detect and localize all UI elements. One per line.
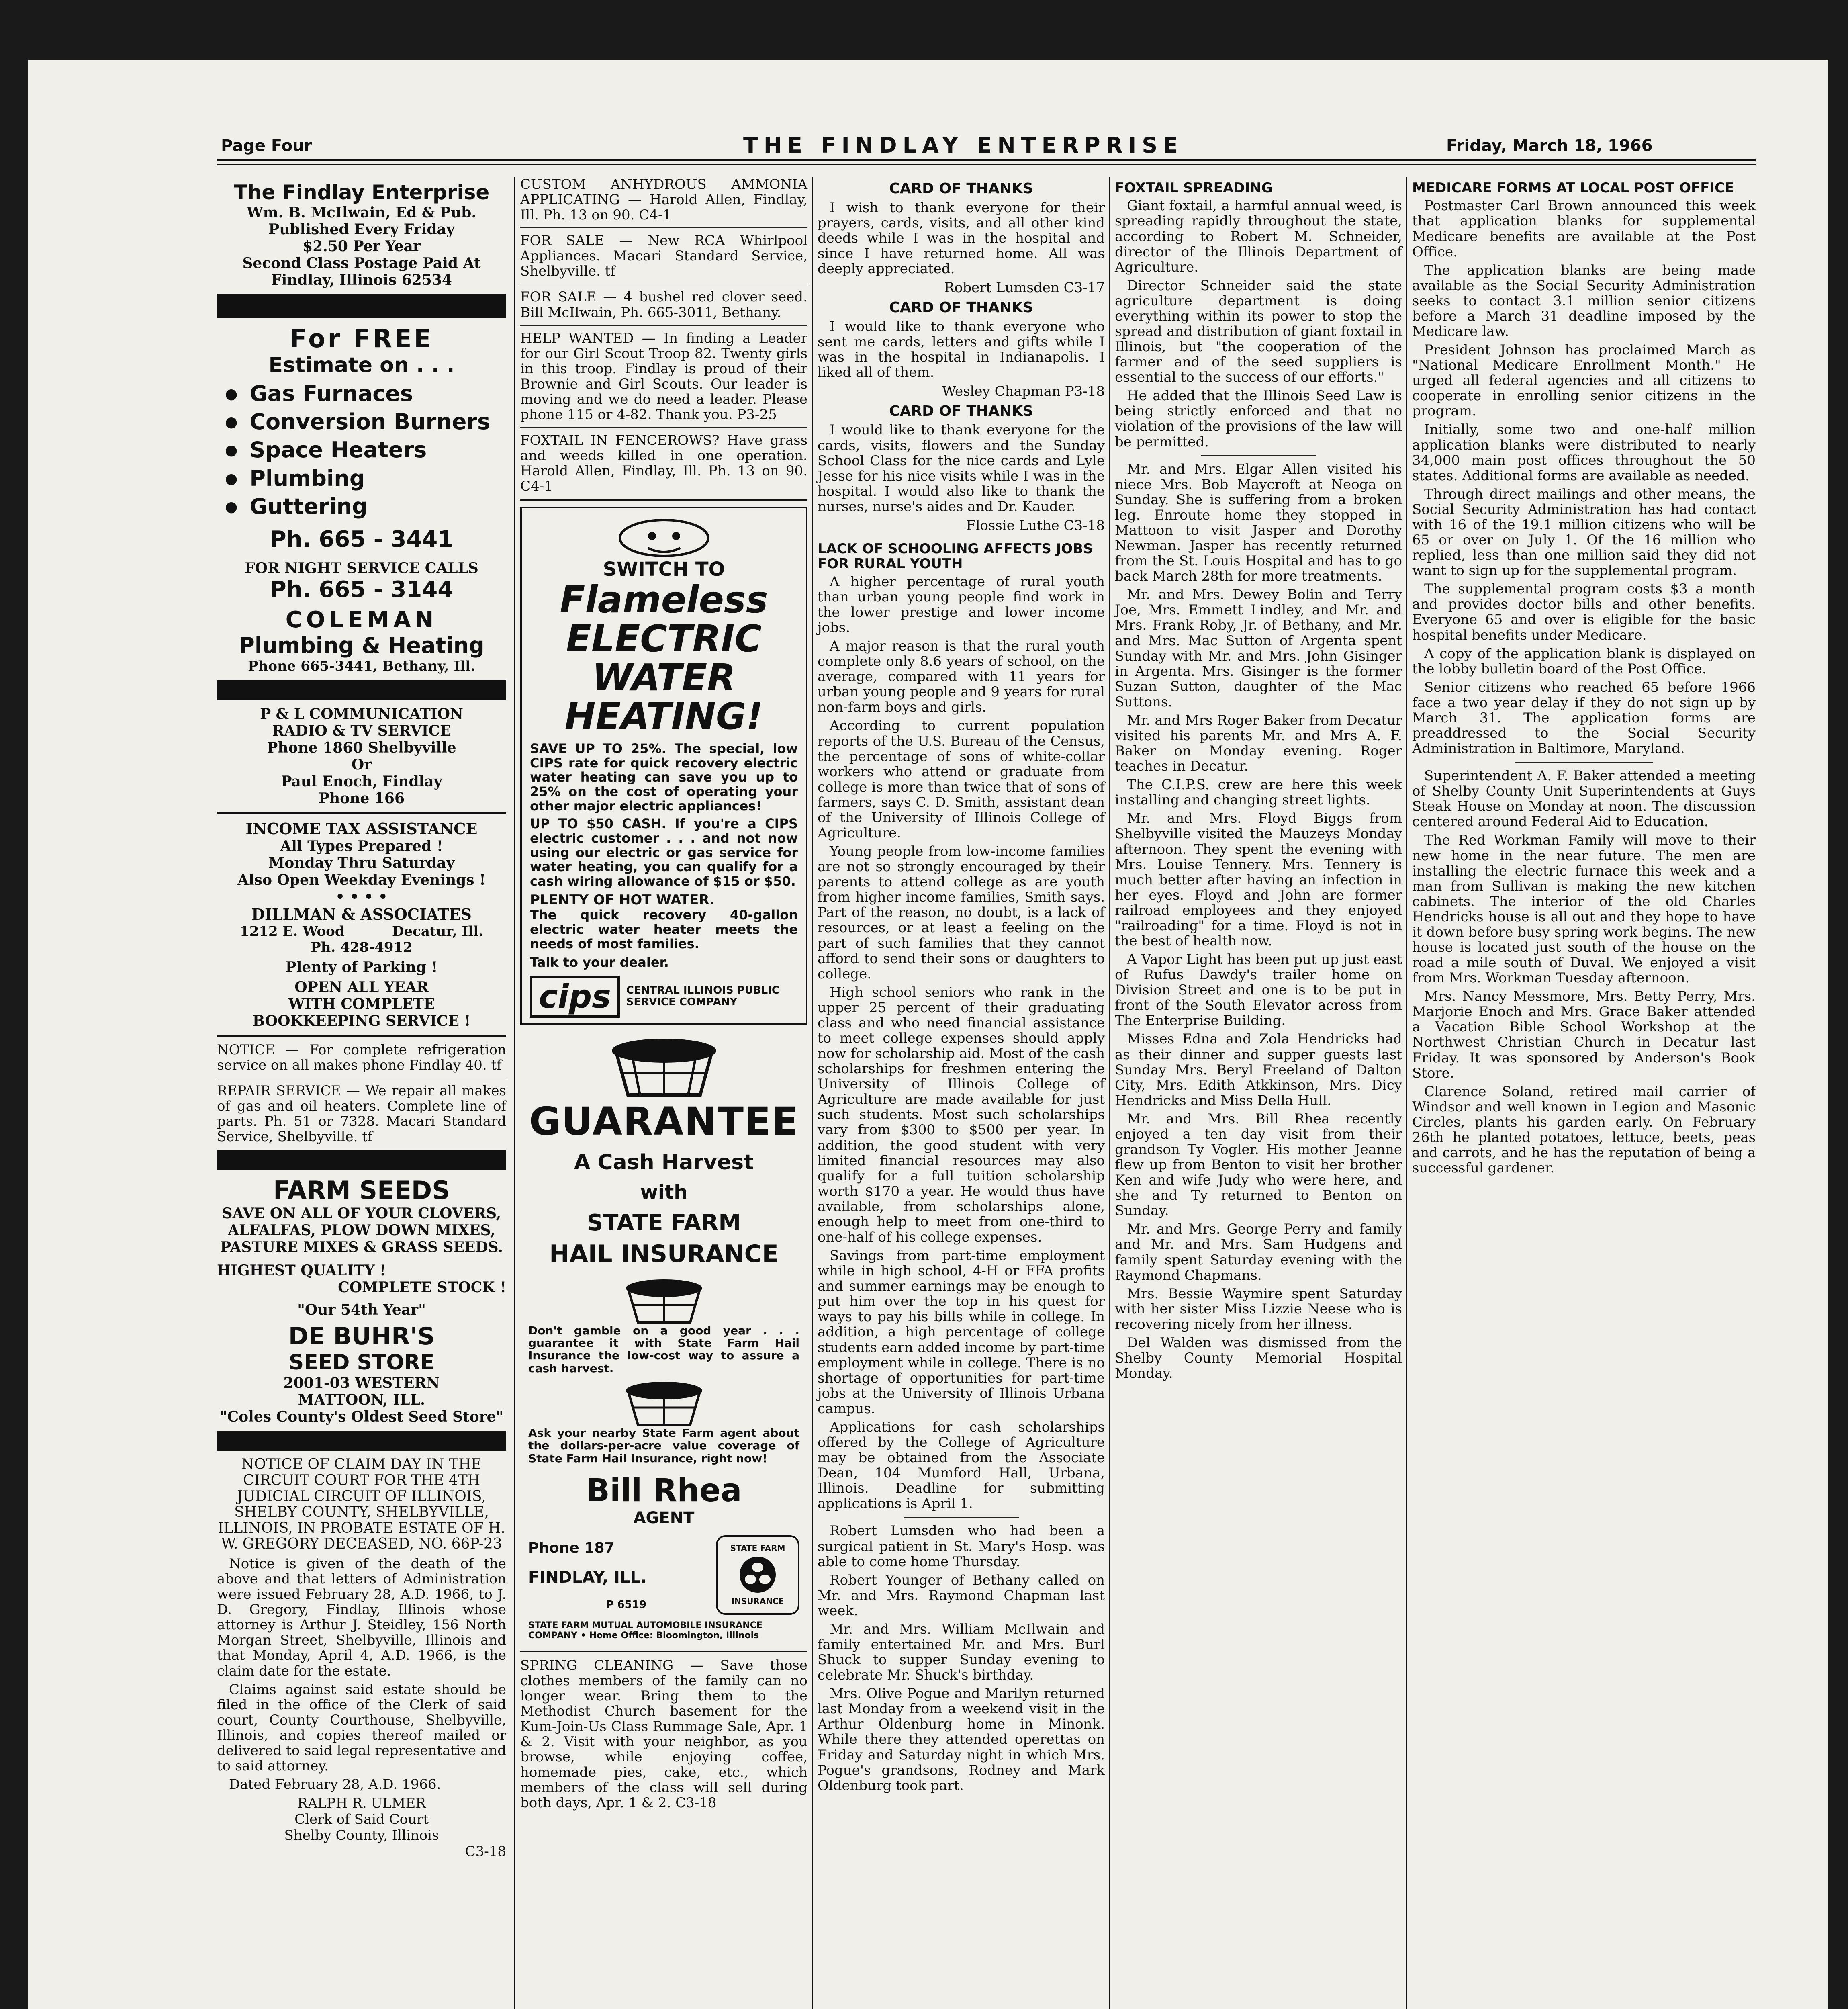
local-item: Mrs. Bessie Waymire spent Saturday with her sister Miss Lizzie Neese who is recovering nicely from her illness. (1115, 1285, 1402, 1332)
sf-contact-text (528, 1540, 646, 1611)
ad-bar (217, 294, 506, 318)
page-number: Page Four (221, 137, 312, 155)
sf-line: with (640, 1180, 688, 1203)
newspaper-page (28, 60, 1828, 2009)
card-signature: Robert Lumsden C3-17 (944, 279, 1105, 296)
sf-copy: Ask your nearby State Farm agent about the dollars-per-acre value coverage of State Farm Hail Insurance, right now! (528, 1426, 799, 1465)
pl-line: P & L COMMUNICATION (260, 705, 463, 722)
divider (520, 325, 807, 326)
cips-copy: Talk to your dealer. (530, 954, 669, 970)
grain-basket-icon (620, 1276, 708, 1324)
mascot-icon (608, 514, 720, 558)
seeds-line: MATTOON, ILL. (298, 1391, 425, 1409)
tax-line: Monday Thru Saturday (268, 854, 455, 872)
claim-paragraph: Claims against said estate should be filed in the office of the Clerk of said court, County Courthouse, Shelbyville, Illinois, and copies thereof mailed or delivered to said legal representative and to said attorney. (217, 1681, 506, 1774)
notice-ad: NOTICE — For complete refrigeration service on all makes phone Findlay 40. tf (217, 1041, 506, 1074)
service-item: ● Conversion Burners (225, 408, 506, 436)
cips-line: HEATING! (564, 695, 763, 738)
night-service: FOR NIGHT SERVICE CALLS (245, 559, 478, 577)
divider (217, 1035, 506, 1037)
article-headline: LACK OF SCHOOLING AFFECTS JOBS FOR RURAL YOUTH (818, 540, 1093, 572)
column-4 (1115, 177, 1402, 1384)
three-ovals-icon (734, 1555, 782, 1595)
claim-code: C3-18 (465, 1843, 506, 1860)
article-headline: FOXTAIL SPREADING (1115, 180, 1273, 196)
masthead-title: THE FINDLAY ENTERPRISE (743, 133, 1184, 158)
seeds-line: HIGHEST QUALITY ! (217, 1262, 386, 1279)
masthead-date: Friday, March 18, 1966 (1446, 137, 1653, 155)
cips-copy: The quick recovery 40-gallon electric water heater meets the needs of most families. (530, 907, 798, 951)
ad-bar (217, 1431, 506, 1451)
article-paragraph: Applications for cash scholarships offered by the College of Agriculture may be obtained from the Associate Dean, 104 Mumford Hall, Urbana, Illinois. Deadline for submitting applications is April 1. (818, 1419, 1105, 1512)
column-5 (1412, 177, 1756, 1179)
publisher: Wm. B. McIlwain, Ed & Pub. (247, 204, 476, 221)
column-rule-3 (1109, 177, 1110, 2009)
card-text: I would like to thank everyone who sent me cards, letters and gifts while I was in the hospital in Indianapolis. I liked all of them. (818, 318, 1105, 381)
cips-copy: UP TO $50 CASH. If you're a CIPS electric customer . . . and not now using our electric or gas service for water heating, you can qualify for a cash wiring allowance of $15 or $50. (530, 816, 798, 889)
card-text: I would like to thank everyone for the cards, visits, flowers and the Sunday School Class for the nice cards and Lyle Jesse for his nice visits while I was in the hospital. I would also like to thank the nurses, nurse's aides and Dr. Kauder. (818, 422, 1105, 515)
classified-ad: CUSTOM ANHYDROUS AMMONIA APPLICATING — Harold Allen, Findlay, Ill. Ph. 13 on 90. C4-1 (520, 176, 807, 223)
card-text: I wish to thank everyone for their prayers, cards, visits, and all other kind deeds while I was in the hospital and since I have returned home. All was deeply appreciated. (818, 199, 1105, 277)
local-item: Mr. and Mrs. Bill Rhea recently enjoyed a ten day visit from their grandson Ty Vogler. His mother Jeanne flew up from Benton to visit her brother Ken and wife Judy who were here, and she and Ty returned to Benton on Sunday. (1115, 1111, 1402, 1219)
sf-headline: GUARANTEE (529, 1099, 799, 1144)
divider (217, 812, 506, 814)
local-item: Del Walden was dismissed from the Shelby County Memorial Hospital Monday. (1115, 1334, 1402, 1382)
claim-signature: Shelby County, Illinois (284, 1827, 439, 1844)
estimate-line: Estimate on . . . (268, 353, 455, 377)
seeds-line: COMPLETE STOCK ! (338, 1279, 506, 1296)
coleman-trade: Plumbing & Heating (239, 632, 484, 658)
divider (520, 499, 807, 501)
sf-agent-title: AGENT (633, 1509, 695, 1528)
seeds-line: "Our 54th Year" (297, 1301, 426, 1319)
subscription-price: $2.50 Per Year (303, 238, 421, 255)
service-item: ● Plumbing (225, 464, 506, 493)
divider (520, 227, 807, 228)
phone-1: Ph. 665 - 3441 (270, 526, 454, 552)
cips-copy: SAVE UP TO 25%. The special, low CIPS rate for quick recovery electric water heating can save you up to 25% on the cost of operating your other major electric appliances! (530, 741, 798, 814)
tax-line: OPEN ALL YEAR (294, 978, 429, 996)
service-item: ● Gas Furnaces (225, 380, 506, 408)
local-item: Superintendent A. F. Baker attended a meeting of Shelby County Unit Superintendents at Guys Steak House on Monday at noon. The discussion centered around Federal Aid to Education. (1412, 768, 1756, 830)
classified-ad: FOR SALE — New RCA Whirlpool Appliances. Macari Standard Service, Shelbyville. tf (520, 233, 807, 280)
article-paragraph: Initially, some two and one-half million application blanks were distributed to nearly 34,000 main post offices throughout the 50 states. Additional forms are available as needed. (1412, 421, 1756, 484)
article-paragraph: Director Schneider said the state agriculture department is doing everything within its power to stop the spread and distribution of giant foxtail in Illinois, but "the cooperation of the farmer and of the seed suppliers is essential to the success of our efforts." (1115, 277, 1402, 386)
article-paragraph: High school seniors who rank in the upper 25 percent of their graduating class and who need financial assistance to meet college expenses should apply now for scholarship aid. Most of the cash scholarships for freshmen entering the University of Illinois College of Agriculture are made available for just such students. Most such scholarships vary from $300 to $500 per year. In addition, the good student with very limited financial resources may also qualify for a full tuition scholarship worth $170 a year. He would thus have available, from scholarships alone, enough help to meet from one-third to one-half of his college expenses. (818, 984, 1105, 1246)
article-paragraph: According to current population reports of the U.S. Bureau of the Census, the percentage of sons of white-collar workers who attend or graduate from college is more than twice that of sons of farmers, says C. D. Smith, assistant dean of the University of Illinois College of Agriculture. (818, 718, 1105, 841)
card-signature: Flossie Luthe C3-18 (966, 517, 1105, 534)
article-headline: MEDICARE FORMS AT LOCAL POST OFFICE (1412, 180, 1734, 196)
sf-company: STATE FARM MUTUAL AUTOMOBILE INSURANCE COMPANY • Home Office: Bloomington, Illinois (528, 1620, 763, 1641)
services-list (217, 380, 506, 521)
state-farm-logo (716, 1535, 799, 1615)
pl-line: Phone 1860 Shelbyville (267, 739, 456, 756)
sf-logo-text: INSURANCE (731, 1596, 784, 1606)
tax-line: Plenty of Parking ! (285, 958, 438, 976)
local-item: Mr. and Mrs. George Perry and family and Mr. and Mrs. Sam Hudgens and family spent Saturday evening with the Raymond Chapmans. (1115, 1221, 1402, 1283)
service-item: ● Guttering (225, 493, 506, 521)
masthead-rule (217, 159, 1756, 161)
sf-agent-name: Bill Rhea (586, 1473, 742, 1509)
cips-ad (520, 507, 807, 1025)
article-paragraph: The application blanks are being made available as the Social Security Administration seeks to contact 3.1 million senior citizens before a March 31 deadline imposed by the Medicare law. (1412, 262, 1756, 340)
sf-line: HAIL INSURANCE (549, 1240, 779, 1268)
divider (520, 427, 807, 428)
tax-line: WITH COMPLETE (288, 995, 435, 1013)
tax-line: INCOME TAX ASSISTANCE (245, 819, 478, 838)
divider (520, 1651, 807, 1652)
column-rule-4 (1406, 177, 1407, 2009)
local-item: Misses Edna and Zola Hendricks had as their dinner and supper guests last Sunday Mrs. Beryl Freeland of Dalton City, Mrs. Edith Atkkinson, Mrs. Dicy Hendricks and Miss Della Hull. (1115, 1031, 1402, 1109)
cips-line: Flameless (560, 578, 768, 622)
local-item: Robert Lumsden who had been a surgical patient in St. Mary's Hosp. was able to come home Thursday. (818, 1523, 1105, 1570)
article-paragraph: He added that the Illinois Seed Law is being strictly enforced and that no violation of the provisions of the law will be permitted. (1115, 388, 1402, 450)
column-rule-1 (514, 177, 515, 2009)
article-paragraph: The supplemental program costs $3 a month and provides doctor bills and other benefits. Everyone 65 and over is eligible for the basic hospital benefits under Medicare. (1412, 581, 1756, 643)
article-paragraph: A major reason is that the rural youth complete only 8.6 years of school, on the average, compared with 11 years for urban young people and 9 years for rural non-farm boys and girls. (818, 638, 1105, 716)
cips-footer (530, 976, 798, 1018)
tax-line: BOOKKEEPING SERVICE ! (252, 1012, 471, 1029)
seeds-line: SEED STORE (288, 1350, 435, 1375)
local-item: Mr. and Mrs. Elgar Allen visited his niece Mrs. Bob Maycroft at Neoga on Sunday. She is suffering from a broken leg. Enroute home they stopped in Mattoon to visit Jasper and Dorothy Newman. Jasper has recently returned from the St. Louis Hospital and has to go back March 28th for more treatments. (1115, 461, 1402, 585)
seeds-line: "Coles County's Oldest Seed Store" (219, 1408, 504, 1426)
article-paragraph: Young people from low-income families are not so strongly encouraged by their parents to attend college as are youth from higher income families, Smith says. Part of the reason, no doubt, is a lack of resources, or at least a feeling on the part of such families that they cannot afford to send their sons or daughters to college. (818, 843, 1105, 982)
article-paragraph: Postmaster Carl Brown announced this week that application blanks for supplemental Medicare benefits are available at the Post Office. (1412, 198, 1756, 260)
card-heading: CARD OF THANKS (889, 403, 1033, 419)
paper-name: The Findlay Enterprise (233, 181, 490, 204)
service-item: ● Space Heaters (225, 436, 506, 464)
local-item: Mrs. Olive Pogue and Marilyn returned last Monday from a weekend visit in the Arthur Oldenburg home in Minonk. While there they attended operettas on Friday and Saturday night in which Mrs. Pogue's grandsons, Rodney and Mark Oldenburg took part. (818, 1686, 1105, 1794)
cips-line: ELECTRIC (566, 617, 762, 660)
claim-heading: NOTICE OF CLAIM DAY IN THE CIRCUIT COURT FOR THE 4TH JUDICIAL CIRCUIT OF ILLINOIS, SHELBY COUNTY, SHELBYVILLE, ILLINOIS, IN PROBATE ESTATE OF H. W. GREGORY DECEASED, NO. 66P-23 (218, 1456, 505, 1553)
phone-2: Ph. 665 - 3144 (270, 576, 454, 603)
local-item: Mr. and Mrs. William McIlwain and family entertained Mr. and Mrs. Burl Shuck to supper Sunday evening to celebrate Mr. Shuck's birthday. (818, 1621, 1105, 1684)
sf-code: P 6519 (606, 1598, 647, 1611)
pl-line: Phone 166 (318, 790, 405, 807)
tax-line: Ph. 428-4912 (311, 939, 413, 955)
column-1 (217, 177, 506, 1864)
seeds-store-name: DE BUHR'S (288, 1322, 435, 1351)
sf-line: A Cash Harvest (574, 1150, 754, 1174)
pl-line: Paul Enoch, Findlay (281, 773, 442, 790)
classified-ad: FOR SALE — 4 bushel red clover seed. Bill McIlwain, Ph. 665-3011, Bethany. (520, 289, 807, 321)
cips-logo: cips (530, 976, 620, 1018)
sf-phone: Phone 187 (528, 1539, 615, 1556)
local-item: Robert Younger of Bethany called on Mr. and Mrs. Raymond Chapman last week. (818, 1572, 1105, 1619)
tax-line: DILLMAN & ASSOCIATES (251, 905, 472, 923)
tax-line: Also Open Weekday Evenings ! (237, 871, 486, 888)
bushel-basket-icon (604, 1035, 724, 1099)
sf-copy: Don't gamble on a good year . . . guarantee it with State Farm Hail Insurance the low-cost way to assure a cash harvest. (528, 1324, 799, 1375)
ad-bar (217, 680, 506, 700)
article-paragraph: Savings from part-time employment while in high school, 4-H or FFA profits and summer earnings may be enough to put him over the top in his quest for ways to pay his bills while in college. In addition, a high percentage of college students earn added income by part-time employment while in college. There is no shortage of opportunities for part-time jobs at the University of Illinois Urbana campus. (818, 1248, 1105, 1417)
article-paragraph: President Johnson has proclaimed March as "National Medicare Enrollment Month." He urged all federal agencies and all citizens to cooperate in enrolling senior citizens in the program. (1412, 342, 1756, 419)
postage-note: Second Class Postage Paid At Findlay, Illinois 62534 (242, 255, 481, 288)
coleman-phone: Phone 665-3441, Bethany, Ill. (248, 658, 475, 674)
local-item: The Red Workman Family will move to their new home in the near future. The men are installing the electric furnace this week and a man from Sullivan is making the new kitchen cabinets. The interior of the old Charles Hendricks house is all out and they hope to have it down before busy spring work begins. The new house is located just south of the house on the road a mile south of Duval. We enjoyed a visit from Mrs. Workman Tuesday afternoon. (1412, 832, 1756, 986)
card-heading: CARD OF THANKS (889, 299, 1033, 316)
column-rule-2 (812, 177, 813, 2009)
article-paragraph: A copy of the application blank is displayed on the lobby bulletin board of the Post Office. (1412, 645, 1756, 677)
seeds-line: SAVE ON ALL OF YOUR CLOVERS, ALFALFAS, PLOW DOWN MIXES, PASTURE MIXES & GRASS SEEDS. (220, 1205, 503, 1256)
local-item: A Vapor Light has been put up just east of Rufus Dawdy's trailer home on Division Street and one is to be put in front of the South Elevator across from The Enterprise Building. (1115, 951, 1402, 1029)
cips-line: SWITCH TO (603, 558, 725, 581)
local-item: The C.I.P.S. crew are here this week installing and changing street lights. (1115, 777, 1402, 808)
sf-logo-text: STATE FARM (730, 1543, 785, 1553)
sf-contact (528, 1535, 799, 1615)
claim-paragraph: Dated February 28, A.D. 1966. (229, 1776, 441, 1793)
classified-ad: SPRING CLEANING — Save those clothes members of the family can no longer wear. Bring them to the Methodist Church basement for the Kum-Join-Us Class Rummage Sale, Apr. 1 & 2. Visit with your neighbor, as you browse, while enjoying coffee, homemade pies, cake, etc., which members of the class will sell during both days, Apr. 1 & 2. C3-18 (520, 1657, 807, 1811)
card-heading: CARD OF THANKS (889, 180, 1033, 197)
sf-line: STATE FARM (587, 1209, 741, 1236)
article-paragraph: Senior citizens who reached 65 before 1966 face a two year delay if they do not sign up by March 31. The application forms are preaddressed to the Social Security Administration in Baltimore, Maryland. (1412, 679, 1756, 757)
seeds-line: 2001-03 WESTERN (283, 1375, 440, 1392)
column-2 (520, 177, 807, 1814)
cips-copy: PLENTY OF HOT WATER. (530, 892, 715, 908)
free-heading: For FREE (290, 324, 433, 353)
pl-line: RADIO & TV SERVICE (272, 722, 451, 739)
column-3 (818, 177, 1105, 1796)
local-item: Mrs. Nancy Messmore, Mrs. Betty Perry, Mrs. Marjorie Enoch and Mrs. Grace Baker attended a Vacation Bible School Workshop at the Northwest Christian Church in Decatur last Friday. It was sponsored by Anderson's Book Store. (1412, 988, 1756, 1081)
cips-company: CENTRAL ILLINOIS PUBLIC SERVICE COMPANY (626, 984, 779, 1009)
article-paragraph: A higher percentage of rural youth than urban young people find work in the lower prestige and lower income jobs. (818, 573, 1105, 636)
sf-city: FINDLAY, ILL. (528, 1568, 647, 1587)
publish-schedule: Published Every Friday (268, 221, 455, 238)
claim-paragraph: Notice is given of the death of the above and that letters of Administration were issued February 28, A.D. 1966, to J. D. Gregory, Findlay, Illinois whose attorney is Arthur J. Steidley, 156 North Morgan Street, Shelbyville, Illinois and that Monday, April 4, A.D. 1966, is the claim date for the estate. (217, 1555, 506, 1679)
local-item: Clarence Soland, retired mail carrier of Windsor and well known in Legion and Masonic Circles, plants his garden early. On February 26th he planted potatoes, lettuce, beets, peas and carrots, and he has the reputation of being a successful gardener. (1412, 1083, 1756, 1176)
divider (1515, 762, 1653, 763)
masthead-rule-thin (217, 164, 1756, 165)
article-paragraph: Through direct mailings and other means, the Social Security Administration has had contact with 16 of the 19.1 million citizens who will be 65 or over on July 1. Of the 16 million who replied, less than one million said they did not want to sign up for the supplemental program. (1412, 486, 1756, 579)
divider (904, 1517, 1019, 1518)
state-farm-ad (520, 1031, 807, 1645)
repair-ad: REPAIR SERVICE — We repair all makes of gas and oil heaters. Complete line of parts. Ph. 51 or 7328. Macari Standard Service, Shelbyville. tf (217, 1083, 506, 1145)
ad-bar (217, 1150, 506, 1170)
cips-line: WATER (592, 656, 736, 699)
claim-signature: Clerk of Said Court (294, 1811, 429, 1828)
local-item: Mr. and Mrs. Dewey Bolin and Terry Joe, Mrs. Emmett Lindley, and Mr. and Mrs. Frank Roby, Jr. of Bethany, and Mr. and Mrs. Mac Sutton of Argenta spent Sunday with Mr. and Mrs. John Gisinger in Argenta. Mrs. Gisinger is the former Suzan Sutton, daughter of the Mac Suttons. (1115, 587, 1402, 710)
claim-signature: RALPH R. ULMER (297, 1795, 426, 1812)
tax-line: 1212 E. Wood Decatur, Ill. (240, 923, 483, 939)
article-paragraph: Giant foxtail, a harmful annual weed, is spreading rapidly throughout the state, according to Robert M. Schneider, director of the Illinois Department of Agriculture. (1115, 198, 1402, 275)
divider (1201, 455, 1316, 456)
tax-line: All Types Prepared ! (280, 837, 443, 855)
classified-ad: HELP WANTED — In finding a Leader for our Girl Scout Troop 82. Twenty girls in this troop. Findlay is proud of their Brownie and Girl Scouts. Our leader is moving and we do need a leader. Please phone 115 or 4-82. Thank you. P3-25 (520, 330, 807, 423)
grain-basket-icon (620, 1379, 708, 1427)
classified-ad: FOXTAIL IN FENCEROWS? Have grass and weeds killed in one operation. Harold Allen, Findlay, Ill. Ph. 13 on 90. C4-1 (520, 432, 807, 495)
card-signature: Wesley Chapman P3-18 (942, 383, 1105, 399)
pl-line: Or (351, 756, 372, 773)
seeds-heading: FARM SEEDS (273, 1176, 450, 1205)
tax-line: • • • • (335, 888, 388, 905)
local-item: Mr. and Mrs. Floyd Biggs from Shelbyville visited the Mauzeys Monday afternoon. They spent the evening with Mrs. Louise Tennery. Mrs. Tennery is much better after having an infection in her eyes. Floyd and John are former railroad employees and they enjoyed "railroading" for a time. Floyd is not in the best of health now. (1115, 810, 1402, 949)
coleman-name: COLEMAN (285, 606, 438, 633)
local-item: Mr. and Mrs Roger Baker from Decatur visited his parents Mr. and Mrs A. F. Baker on Monday evening. Roger teaches in Decatur. (1115, 712, 1402, 775)
